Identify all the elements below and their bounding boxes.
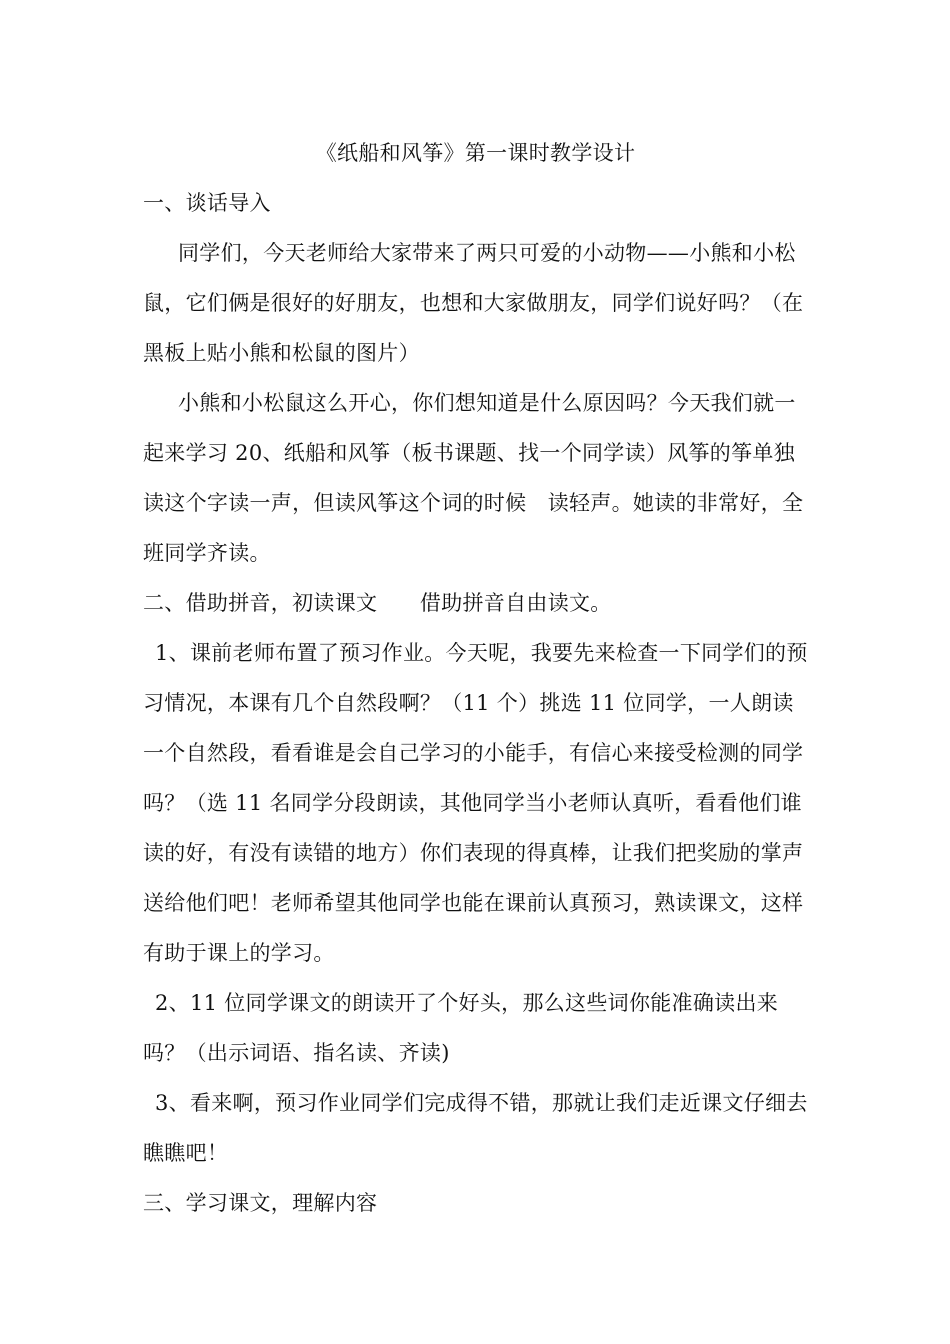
paragraph-step-2: 2、11 位同学课文的朗读开了个好头，那么这些词你能准确读出来吗？（出示词语、指名读、齐读)	[143, 991, 779, 1065]
paragraph-step-1: 1、课前老师布置了预习作业。今天呢，我要先来检查一下同学们的预习情况，本课有几个自然段啊？（11 个）挑选 11 位同学，一人朗读一个自然段，看看谁是会自己学习的小能手，有信心来接受检测的同学吗？（选 11 名同学分段朗读，其他同学当小老师认真听，看看他们谁读的好，有没有读错的地方）你们表现的得真棒，让我们把奖励的掌声送给他们吧！老师希望其他同学也能在课前认真预习，熟读课文，这样有助于课上的学习。	[143, 641, 808, 965]
paragraph-greeting: 同学们，今天老师给大家带来了两只可爱的小动物——小熊和小松鼠，它们俩是很好的好朋友，也想和大家做朋友，同学们说好吗？（在黑板上贴小熊和松鼠的图片）	[143, 241, 804, 365]
paragraph-step-3: 3、看来啊，预习作业同学们完成得不错，那就让我们走近课文仔细去瞧瞧吧！	[143, 1091, 808, 1165]
section-heading-pinyin: 二、借助拼音，初读课文 借助拼音自由读文。	[143, 591, 612, 615]
document-body	[143, 128, 808, 1228]
section-heading-intro: 一、谈话导入	[143, 191, 271, 215]
paragraph-lesson-topic: 小熊和小松鼠这么开心，你们想知道是什么原因吗？今天我们就一起来学习 20、纸船和风筝（板书课题、找一个同学读）风筝的筝单独读这个字读一声，但读风筝这个词的时候 读轻声。她读的非常好，全班同学齐读。	[143, 391, 804, 565]
section-heading-study: 三、学习课文，理解内容	[143, 1191, 378, 1215]
document-title: 《纸船和风筝》第一课时教学设计	[315, 141, 636, 165]
